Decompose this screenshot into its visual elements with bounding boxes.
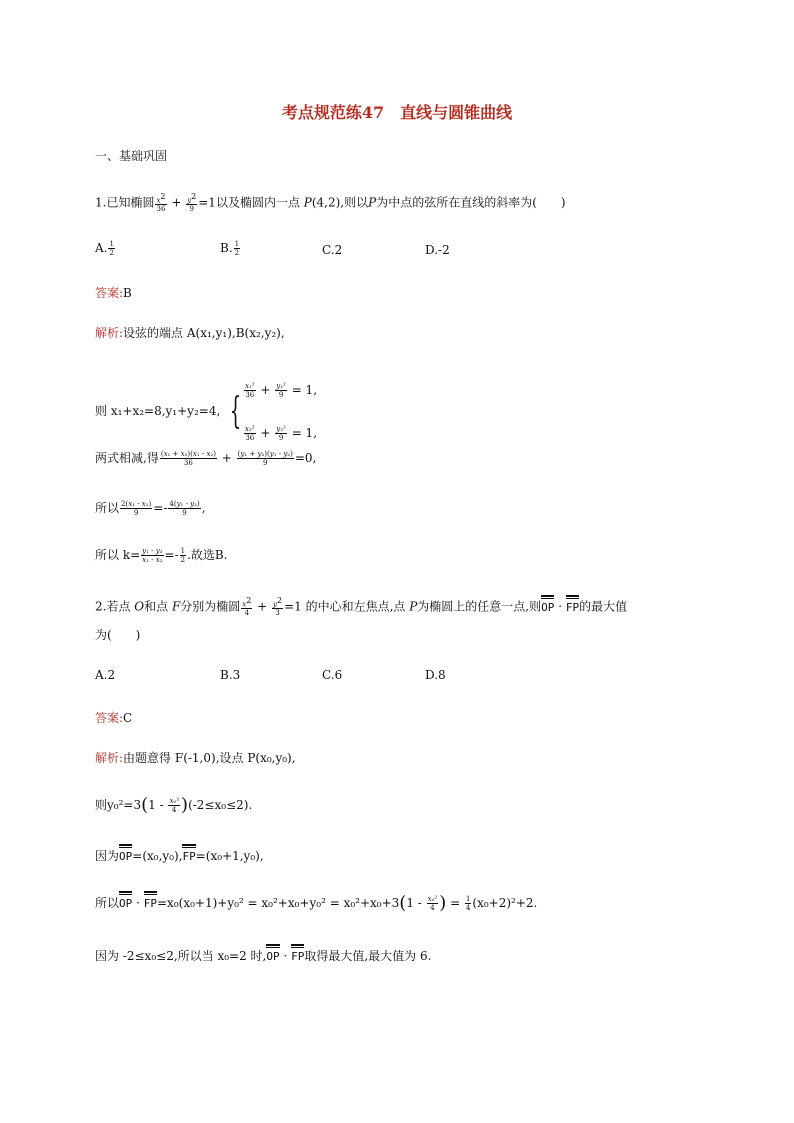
q2-option-b: B.3 — [220, 668, 241, 682]
q1-option-b: B. $\frac{1}{2}$ — [220, 240, 240, 257]
page-title: 考点规范练47 直线与圆锥曲线 — [281, 103, 513, 122]
q2-option-d: D.8 — [425, 668, 446, 682]
q2-analysis-4: 所以OP · FP=x₀(x₀+1)+y₀² = x₀²+x₀+y₀² = x₀²+x₀+3(1 - $\frac{\text{x₀²}}{4}$ ) = $\frac{1}{4}$ (x₀+2)²+2. — [95, 892, 538, 914]
q2-analysis-2: 则y₀²=3(1 - $\frac{\text{x₀²}}{4}$ )(-2≤x₀≤2). — [95, 794, 253, 816]
q2-stem-line2: 为( ) — [95, 628, 141, 642]
q2-analysis-1: 解析:由题意得 F(-1,0),设点 P(x₀,y₀), — [95, 751, 296, 765]
q1-option-a: A. $\frac{1}{2}$ — [95, 240, 114, 257]
q2-analysis-5: 因为 -2≤x₀≤2,所以当 x₀=2 时,OP · FP取得最大值,最大值为 6. — [95, 949, 432, 963]
q2-option-c: C.6 — [322, 668, 343, 682]
q2-analysis-3: 因为OP=(x₀,y₀),FP=(x₀+1,y₀), — [95, 849, 264, 863]
equation-system: { $\frac{\text{x₁²}}{36}$ + $\frac{\text{y₁²}}{9}$ = 1, $\frac{\text{x₂²}}{36}$ + $\frac{\text{y₂²}}{9}$ = 1, — [229, 382, 318, 442]
q1-analysis-5: 所以 k= $\frac{\text{y₁ - y₂}}{\text{x₁ - x₂}}$ =- $\frac{1}{2}$ .故选B. — [95, 547, 228, 564]
q1-analysis-4: 所以 $\frac{\text{2(x₁ - x₂)}}{9}$ =- $\frac{\text{4(y₁ - y₂)}}{9}$ , — [95, 500, 206, 517]
q2-option-a: A.2 — [95, 668, 116, 682]
q1-analysis-1: 解析:设弦的端点 A(x₁,y₁),B(x₂,y₂), — [95, 326, 285, 340]
fraction-x2-36: $\frac{x^2}{36}$ — [156, 192, 166, 214]
q1-answer: 答案:B — [95, 286, 132, 300]
q1-option-d: D.-2 — [425, 243, 450, 257]
q2-answer: 答案:C — [95, 711, 133, 725]
q1-option-c: C.2 — [322, 243, 343, 257]
q2-stem: 2.若点 O和点 F分别为椭圆 $\frac{x^2}{4}$ + $\frac{y^2}{3}$ =1 的中心和左焦点,点 P为椭圆上的任意一点,则OP · FP的最大值 — [95, 596, 628, 618]
fraction-y2-9: $\frac{y^2}{9}$ — [187, 192, 197, 214]
q1-analysis-3: 两式相减,得 $\frac{\text{(x₁ + x₂)(x₁ - x₂)}}{36}$ + $\frac{\text{(y₁ + y₂)(y₁ - y₂)}}{9}$ =0, — [95, 450, 317, 467]
q1-stem: 1.已知椭圆 $\frac{x^2}{36}$ + $\frac{y^2}{9}$ =1以及椭圆内一点 P(4,2),则以P为中点的弦所在直线的斜率为( ) — [95, 192, 566, 214]
q1-analysis-2: 则 x₁+x₂=8,y₁+y₂=4, { $\frac{\text{x₁²}}{36}$ + $\frac{\text{y₁²}}{9}$ = 1, $\frac{\text{x₂²}}{36}$ + $\frac{\text{y₂²}}{9}$ = 1, — [95, 370, 317, 453]
section-heading: 一、基础巩固 — [95, 149, 168, 163]
